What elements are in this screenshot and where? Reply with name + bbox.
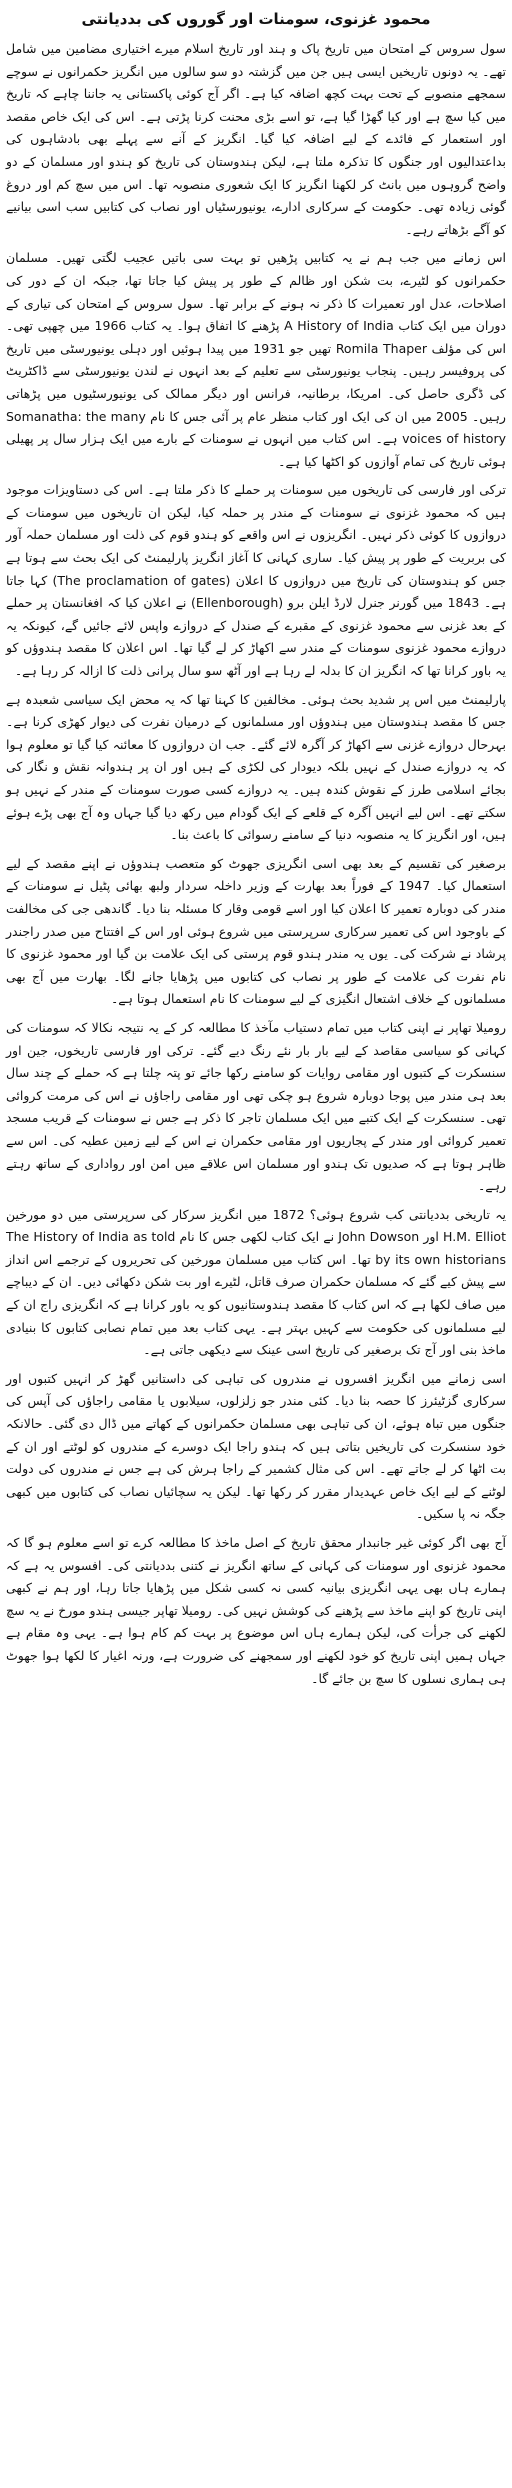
article-paragraph: آج بھی اگر کوئی غیر جانبدار محقق تاریخ کے اصل ماخذ کا مطالعہ کرے تو اسے معلوم ہو گا کہ محمود غزنوی اور سومنات کی کہانی کے ساتھ انگریز نے کتنی بددیانتی کی۔ افسوس یہ ہے کہ ہمارے ہاں بھی یہی انگریزی بیانیہ کسی نہ کسی شکل میں پڑھایا جاتا رہا، اور ہم نے کبھی اپنی تاریخ کو اپنے ماخذ سے پڑھنے کی کوشش نہیں کی۔ رومیلا تھاپر جیسی ہندو مورخ نے یہ سچ لکھنے کی جرأت کی، لیکن ہمارے ہاں اس موضوع پر بہت کم کام ہوا ہے۔ یہی وہ مقام ہے جہاں ہمیں اپنی تاریخ کو خود لکھنے اور سمجھنے کی ضرورت ہے، ورنہ اغیار کا لکھا ہوا جھوٹ ہی ہماری نسلوں کا سچ بن جائے گا۔ (6, 1535, 506, 1686)
article-paragraph: رومیلا تھاپر نے اپنی کتاب میں تمام دستیاب مآخذ کا مطالعہ کر کے یہ نتیجہ نکالا کہ سومنات کی کہانی کو سیاسی مقاصد کے لیے بار بار نئے رنگ دیے گئے۔ ترکی اور فارسی تاریخوں، جین اور سنسکرت کے کتبوں اور مقامی روایات کو سامنے رکھا جائے تو پتہ چلتا ہے کہ حملے کے چند سال بعد ہی مندر میں پوجا دوبارہ شروع ہو چکی تھی اور مقامی راجاؤں نے اس کی مرمت کروائی تھی۔ سنسکرت کے ایک کتبے میں ایک مسلمان تاجر کا ذکر ہے جس نے سومنات کے قریب مسجد تعمیر کروائی اور مندر کے پجاریوں اور مقامی حکمران نے اس کے لیے زمین عطیہ کی۔ اس سے ظاہر ہوتا ہے کہ صدیوں تک ہندو اور مسلمان اس علاقے میں امن اور رواداری کے ساتھ رہتے رہے۔ (6, 1019, 506, 1194)
article-paragraph: یہ تاریخی بددیانتی کب شروع ہوئی؟ 1872 میں انگریز سرکار کی سرپرستی میں دو مورخین H.M. Elliot اور John Dowson نے ایک کتاب لکھی جس کا نام The History of India as told by its own historians تھا۔ اس کتاب میں مسلمان مورخین کی تحریروں کے ترجمے اس انداز سے پیش کیے گئے کہ مسلمان حکمران صرف قاتل، لٹیرے اور بت شکن دکھائی دیں۔ ان کے دیباچے میں صاف لکھا ہے کہ اس کتاب کا مقصد ہندوستانیوں کو یہ باور کرانا ہے کہ انگریزی راج ان کے لیے مسلمانوں کی حکومت سے کہیں بہتر ہے۔ یہی کتاب بعد میں تمام نصابی کتابوں کا بنیادی ماخذ بنی اور آج تک برصغیر کی تاریخ اسی عینک سے دیکھی جاتی ہے۔ (6, 1206, 506, 1358)
article-headline: محمود غزنوی، سومنات اور گوروں کی بددیانتی (81, 10, 431, 28)
article-paragraph: ترکی اور فارسی کی تاریخوں میں سومنات پر حملے کا ذکر ملتا ہے۔ اس کی دستاویزات موجود ہیں کہ محمود غزنوی نے سومنات کے مندر پر حملہ کیا، لیکن ان تاریخوں میں سومنات کے دروازوں کا کوئی ذکر نہیں۔ انگریزوں نے اس واقعے کو ہندو قوم کی ذلت اور مسلمان حملہ آور کی بربریت کے طور پر پیش کیا۔ ساری کہانی کا آغاز انگریز پارلیمنٹ کی ایک بحث سے ہوتا ہے جس کو ہندوستان کی تاریخ میں دروازوں کا اعلان (The proclamation of gates) کہا جاتا ہے۔ 1843 میں گورنر جنرل لارڈ ایلن برو (Ellenborough) نے اعلان کیا کہ افغانستان پر حملے کے بعد غزنی سے محمود غزنوی کے مقبرے کے صندل کے دروازے واپس لائے جائیں گے، کیونکہ یہ دروازے محمود غزنوی سومنات کے مندر سے اکھاڑ کر لے گیا تھا۔ اس اعلان کا مقصد ہندوؤں کو یہ باور کرانا تھا کہ انگریز ان کا بدلہ لے رہا ہے اور آٹھ سو سال پرانی ذلت کا ازالہ کر رہا ہے۔ (6, 482, 506, 679)
article-paragraph: اس زمانے میں جب ہم نے یہ کتابیں پڑھیں تو بہت سی باتیں عجیب لگتی تھیں۔ مسلمان حکمرانوں کو لٹیرے، بت شکن اور ظالم کے طور پر پیش کیا جاتا تھا، جبکہ ان کے دور کی اصلاحات، عدل اور تعمیرات کا ذکر نہ ہونے کے برابر تھا۔ سول سروس کے امتحان کی تیاری کے دوران میں ایک کتاب A History of India پڑھنے کا اتفاق ہوا۔ یہ کتاب 1966 میں چھپی تھی۔ اس کی مؤلف Romila Thaper تھیں جو 1931 میں پیدا ہوئیں اور دہلی یونیورسٹی میں تاریخ کی پروفیسر رہیں۔ پنجاب یونیورسٹی سے تعلیم کے بعد انہوں نے لندن یونیورسٹی سے ڈاکٹریٹ کی ڈگری حاصل کی۔ امریکا، برطانیہ، فرانس اور دیگر ممالک کی یونیورسٹیوں میں پڑھاتی رہیں۔ 2005 میں ان کی ایک اور کتاب منظر عام پر آئی جس کا نام Somanatha: the many voices of history ہے۔ اس کتاب میں انہوں نے سومنات کے بارے میں ایک ہزار سال پر پھیلی ہوئی تاریخ کی تمام آوازوں کو اکٹھا کیا ہے۔ (6, 250, 506, 469)
article-paragraph: برصغیر کی تقسیم کے بعد بھی اسی انگریزی جھوٹ کو متعصب ہندوؤں نے اپنے مقصد کے لیے استعمال کیا۔ 1947 کے فوراً بعد بھارت کے وزیر داخلہ سردار ولبھ بھائی پٹیل نے سومنات کے مندر کی دوبارہ تعمیر کا اعلان کیا اور اسے قومی وقار کا مسئلہ بنا دیا۔ گاندھی جی کی مخالفت کے باوجود اس کی تعمیر سرکاری سرپرستی میں شروع ہوئی اور اس کے افتتاح میں صدر راجندر پرشاد نے شرکت کی۔ یوں یہ مندر ہندو قوم پرستی کی ایک علامت بن گیا اور محمود غزنوی کا نام نفرت کی علامت کے طور پر نصاب کی کتابوں میں پڑھایا جانے لگا۔ بھارت میں آج بھی مسلمانوں کے خلاف اشتعال انگیزی کے لیے سومنات کا نام استعمال ہوتا ہے۔ (6, 855, 506, 1007)
article-paragraph: سول سروس کے امتحان میں تاریخ پاک و ہند اور تاریخ اسلام میرے اختیاری مضامین میں شامل تھے۔ یہ دونوں تاریخیں ایسی ہیں جن میں گزشتہ دو سو سالوں میں انگریز حکمرانوں نے سوچے سمجھے منصوبے کے تحت بہت کچھ اضافہ کیا ہے۔ اگر آج کوئی پاکستانی یہ جاننا چاہے کہ تاریخ میں کیا سچ ہے اور کیا گھڑا گیا ہے، تو اسے بڑی محنت کرنا پڑتی ہے۔ اس کی ایک خاص مقصد اور استعمار کے فائدے کے لیے اضافہ کیا گیا۔ انگریز کے آنے سے پہلے بھی بادشاہوں کی بداعتدالیوں اور جنگوں کا تذکرہ ملتا ہے، لیکن ہندوستان کی تاریخ کو ہندو اور مسلمان کے دو واضح گروہوں میں بانٹ کر لکھنا انگریز کا ایک شعوری منصوبہ تھا۔ اس میں سچ کم اور دروغ گوئی زیادہ تھی۔ حکومت کے سرکاری ادارے، یونیورسٹیاں اور نصاب کی کتابیں سب اسی بیانیے کو آگے بڑھاتے رہے۔ (6, 41, 506, 237)
article-paragraph: اسی زمانے میں انگریز افسروں نے مندروں کی تباہی کی داستانیں گھڑ کر انہیں کتبوں اور سرکاری گزٹیئرز کا حصہ بنا دیا۔ کئی مندر جو زلزلوں، سیلابوں یا مقامی راجاؤں کی آپس کی جنگوں میں تباہ ہوئے، ان کی تباہی بھی مسلمان حکمرانوں کے کھاتے میں ڈال دی گئی۔ حالانکہ خود سنسکرت کی تاریخیں بتاتی ہیں کہ ہندو راجا ایک دوسرے کے مندروں کو لوٹتے اور ان کے بت اٹھا کر لے جاتے تھے۔ اس کی مثال کشمیر کے راجا ہرش کی ہے جس نے مندروں کی دولت لوٹنے کے لیے ایک خاص عہدیدار مقرر کر رکھا تھا۔ لیکن یہ سچائیاں نصاب کی کتابوں میں کبھی جگہ نہ پا سکیں۔ (6, 1370, 506, 1522)
article-paragraph: پارلیمنٹ میں اس پر شدید بحث ہوئی۔ مخالفین کا کہنا تھا کہ یہ محض ایک سیاسی شعبدہ ہے جس کا مقصد ہندوستان میں ہندوؤں اور مسلمانوں کے درمیان نفرت کی دیوار کھڑی کرنا ہے۔ بہرحال دروازے غزنی سے اکھاڑ کر آگرہ لائے گئے۔ جب ان دروازوں کا معائنہ کیا گیا تو معلوم ہوا کہ یہ دروازے صندل کے نہیں بلکہ دیودار کی لکڑی کے ہیں اور ان پر ہندوانہ نقش و نگار کی بجائے اسلامی طرز کے نقوش کندہ ہیں۔ یہ دروازے کسی صورت سومنات کے مندر کے نہیں ہو سکتے تھے۔ اس لیے انہیں آگرہ کے قلعے کے ایک گودام میں رکھ دیا گیا جہاں وہ آج بھی پڑے ہوئے ہیں، اور انگریز کا یہ منصوبہ دنیا کے سامنے رسوائی کا باعث بنا۔ (6, 691, 506, 843)
article-body (6, 38, 506, 1690)
